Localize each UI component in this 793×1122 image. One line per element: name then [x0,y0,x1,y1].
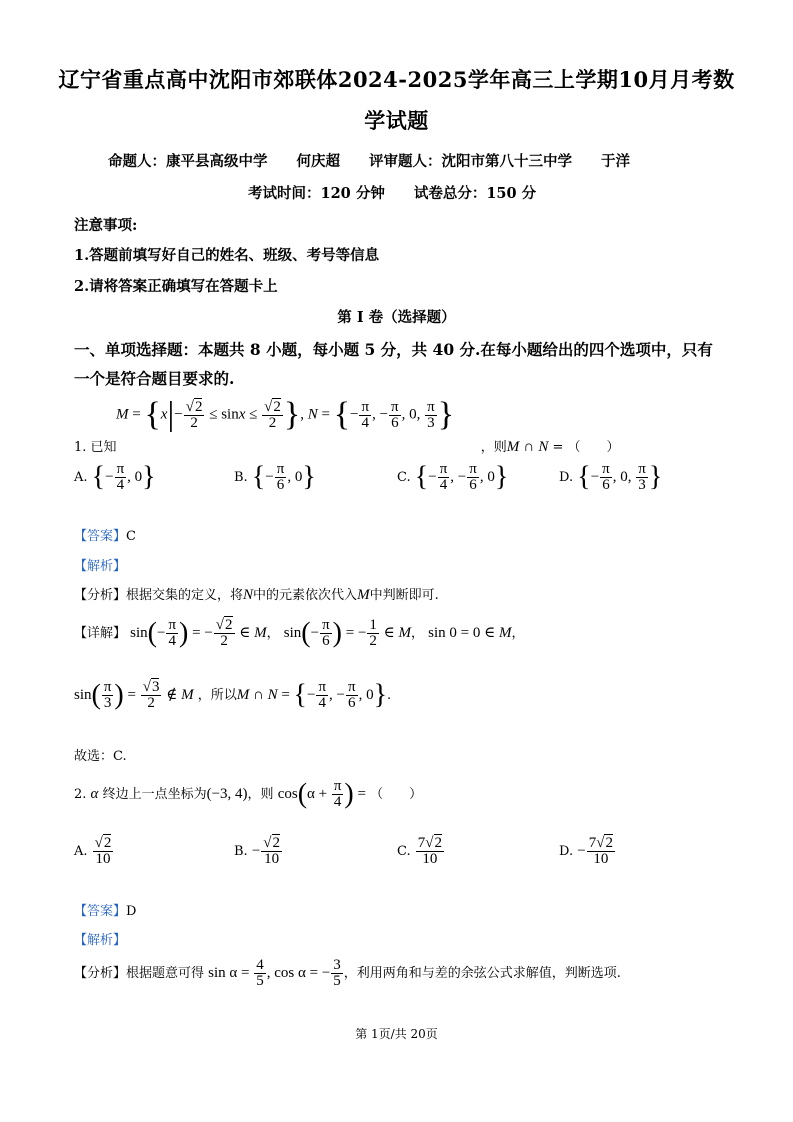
q2-stem: 2. α 终边上一点坐标为(−3, 4)，则 cos(α + $\frac{\pi}{4}$ ) = （ ） [74,778,423,810]
section-instructions-cont: 一个是符合题目要求的. [74,369,235,388]
page-title: 辽宁省重点高中沈阳市郊联体2024-2025学年高三上学期10月月考数 [58,67,735,92]
q1-stem: 1. 已知 ，则M ∩ N = （ ） [74,439,620,455]
page-footer: 第 1页/共 20页 [355,1027,438,1041]
q1-detail-cont: sin( $\frac{\pi}{3}$ ) = $\frac{√3}{2}$ ∉ M ，所以M ∩ N = {− $\frac{\pi}{4}$ , − $\frac{\pi}{6}$ , 0}. [74,679,392,711]
q2-option-a[interactable]: A. $\frac{√2}{10}$ [74,835,112,867]
part-title: 第 I 卷（选择题） [337,309,456,326]
page-title-cont: 学试题 [364,108,429,133]
authors-line: 命题人：康平县高级中学 何庆超 评审题人：沈阳市第八十三中学 于洋 [108,153,630,170]
q2-option-c[interactable]: C. $\frac{7√2}{10}$ [397,835,442,867]
q1-formula: M = {x|− $\frac{√2}{2}$ ≤ sinx ≤ $\frac{√2}{2}$ }, N = {− $\frac{\pi}{4}$ , − $\frac{\pi}{6}$ , 0, $\frac{\pi}{3}$ } [116,396,455,433]
q1-option-a[interactable]: A. {− $\frac{\pi}{4}$ , 0} [74,461,156,493]
q2-option-b[interactable]: B. − $\frac{√2}{10}$ [234,835,281,867]
section-instructions: 一、单项选择题：本题共 8 小题，每小题 5 分，共 40 分.在每小题给出的四个选项中，只有 [74,340,713,359]
q2-answer: 【答案】D [74,904,137,919]
q1-fenxi: 【分析】根据交集的定义，将N中的元素依次代入M中判断即可. [74,587,439,603]
q1-analysis-label: 【解析】 [74,559,127,574]
q1-option-c[interactable]: C. {− $\frac{\pi}{4}$ , − $\frac{\pi}{6}$ , 0} [397,461,509,493]
q2-analysis-label: 【解析】 [74,933,127,948]
notes-heading: 注意事项: [74,217,138,234]
q1-option-b[interactable]: B. {− $\frac{\pi}{6}$ , 0} [234,461,316,493]
q1-detail: 【详解】 sin(− $\frac{\pi}{4}$ ) = − $\frac{√2}{2}$ ∈ M， sin(− $\frac{\pi}{6}$ ) = − $\frac{1}{2}$ ∈ M， sin 0 = 0 ∈ M， [74,617,525,649]
notes-item-2: 2.请将答案正确填写在答题卡上 [74,278,278,295]
notes-item-1: 1.答题前填写好自己的姓名、班级、考号等信息 [74,247,380,264]
q1-conclusion: 故选：C. [74,749,127,764]
q2-option-d[interactable]: D. − $\frac{7√2}{10}$ [559,835,613,867]
time-score-line: 考试时间：120 分钟 试卷总分：150 分 [248,185,537,202]
q1-answer: 【答案】C [74,529,136,544]
q2-fenxi: 【分析】根据题意可得 sin α = $\frac{4}{5}$ , cos α = − $\frac{3}{5}$ ，利用两角和与差的余弦公式求解值，判断选项. [74,957,621,989]
q1-option-d[interactable]: D. {− $\frac{\pi}{6}$ , 0, $\frac{\pi}{3}$ } [559,461,663,493]
